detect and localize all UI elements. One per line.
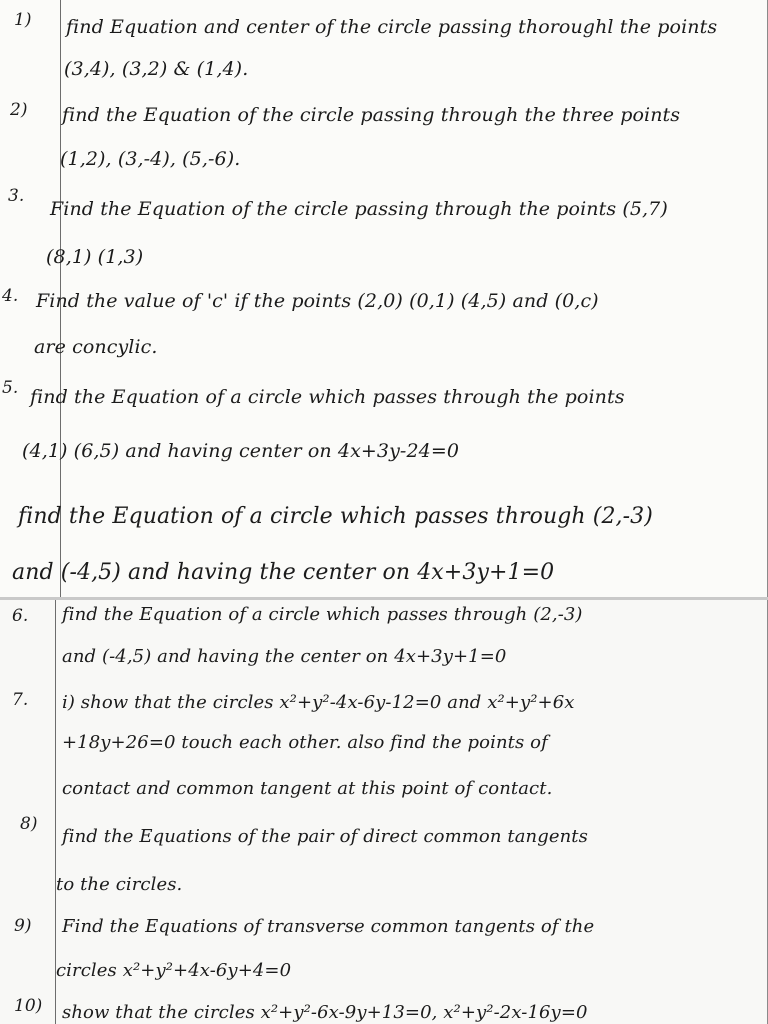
question-line: and (-4,5) and having the center on 4x+3y+1=0 xyxy=(62,646,507,667)
question-number: 7. xyxy=(12,690,29,710)
question-number: 8) xyxy=(20,814,38,834)
question-line: are concylic. xyxy=(34,336,158,358)
question-line: Find the Equation of the circle passing through the points (5,7) xyxy=(50,198,668,220)
question-number: 2) xyxy=(10,100,28,120)
question-line: (4,1) (6,5) and having center on 4x+3y-24=0 xyxy=(22,440,460,462)
question-line: show that the circles x²+y²-6x-9y+13=0, x²+y²-2x-16y=0 xyxy=(62,1002,588,1023)
question-line: to the circles. xyxy=(56,874,183,895)
question-line: find the Equation of a circle which passes through (2,-3) xyxy=(62,604,583,625)
question-line: +18y+26=0 touch each other. also find the points of xyxy=(62,732,548,753)
question-line: circles x²+y²+4x-6y+4=0 xyxy=(56,960,292,981)
question-line: (1,2), (3,-4), (5,-6). xyxy=(60,148,241,170)
question-number: 4. xyxy=(2,286,19,306)
question-number: 10) xyxy=(14,996,43,1016)
question-line: (3,4), (3,2) & (1,4). xyxy=(64,58,249,80)
question-line: and (-4,5) and having the center on 4x+3y+1=0 xyxy=(12,560,555,585)
question-line: find Equation and center of the circle passing thoroughl the points xyxy=(66,16,718,38)
question-line: Find the Equations of transverse common tangents of the xyxy=(62,916,595,937)
question-line: find the Equation of a circle which passes through the points xyxy=(30,386,625,408)
question-number: 5. xyxy=(2,378,19,398)
notebook-page-bottom xyxy=(0,600,768,1024)
question-line: find the Equation of the circle passing through the three points xyxy=(62,104,681,126)
question-number: 6. xyxy=(12,606,29,626)
question-line: i) show that the circles x²+y²-4x-6y-12=0 and x²+y²+6x xyxy=(62,692,575,713)
question-line: find the Equation of a circle which passes through (2,-3) xyxy=(18,504,653,529)
question-number: 9) xyxy=(14,916,32,936)
question-line: Find the value of 'c' if the points (2,0) (0,1) (4,5) and (0,c) xyxy=(36,290,599,312)
question-line: find the Equations of the pair of direct common tangents xyxy=(62,826,588,847)
question-number: 1) xyxy=(14,10,32,30)
question-line: (8,1) (1,3) xyxy=(46,246,144,268)
question-number: 3. xyxy=(8,186,25,206)
question-line: contact and common tangent at this point of contact. xyxy=(62,778,553,799)
